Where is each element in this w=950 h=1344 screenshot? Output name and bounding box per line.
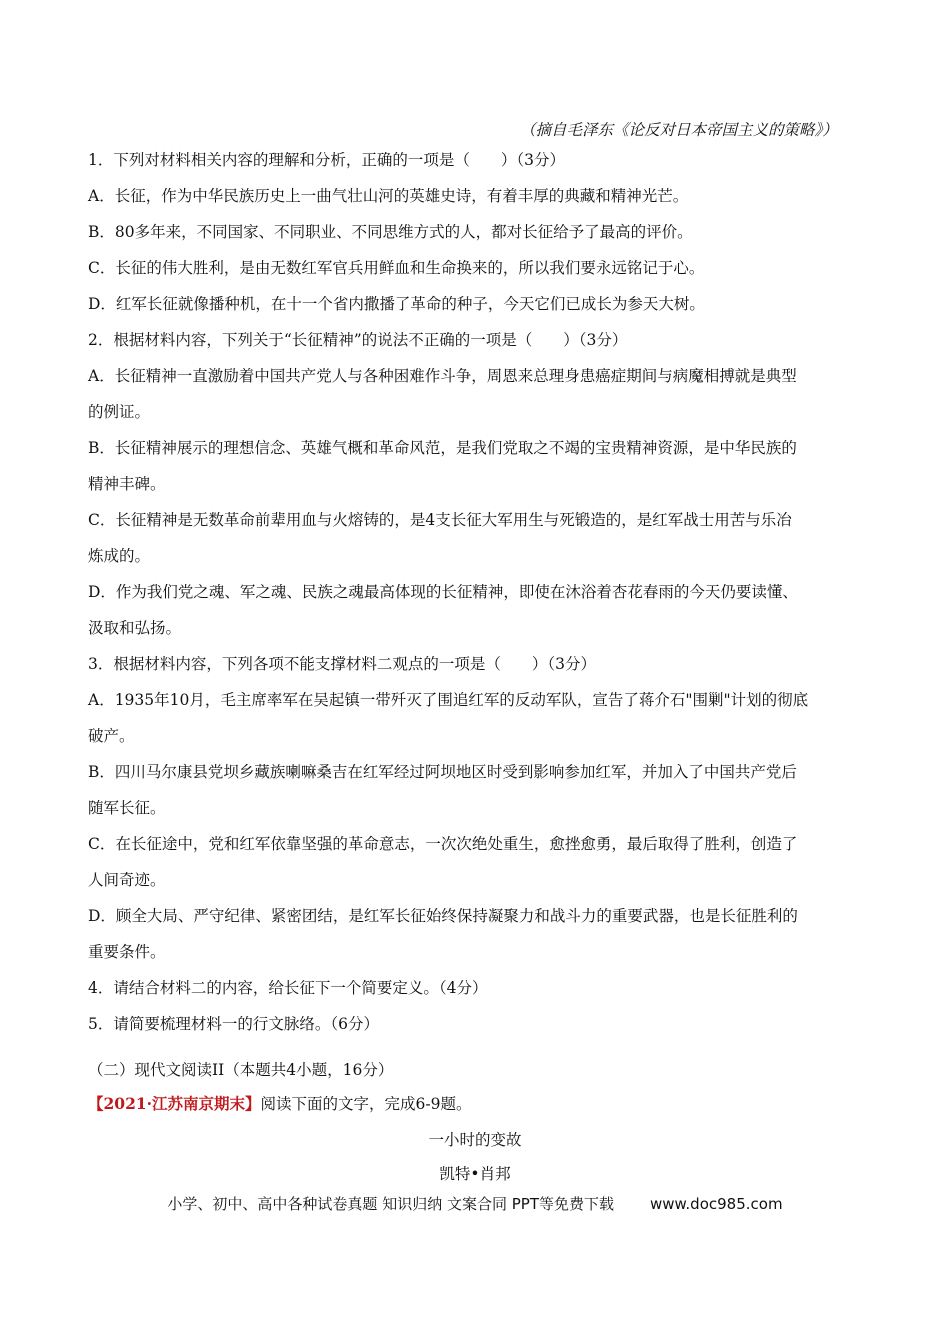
exam-heading [88, 1094, 472, 1114]
text-line: D．顾全大局、严守纪律、紧密团结，是红军长征始终保持凝聚力和战斗力的重要武器，也是长征胜利的 [88, 907, 798, 925]
text-line: 炼成的。 [88, 547, 151, 565]
text-line: B．长征精神展示的理想信念、英雄气概和革命风范，是我们党取之不竭的宝贵精神资源，是中华民族的 [88, 439, 797, 457]
footer [0, 1193, 950, 1214]
exam-instruction: 阅读下面的文字，完成6-9题。 [260, 1095, 472, 1113]
story-author: 凯特•肖邦 [439, 1165, 511, 1183]
text-line: D．作为我们党之魂、军之魂、民族之魂最高体现的长征精神，即使在沐浴着杏花春雨的今天仍要读懂、 [88, 583, 798, 601]
text-line: B．四川马尔康县党坝乡藏族喇嘛桑吉在红军经过阿坝地区时受到影响参加红军，并加入了中国共产党后 [88, 763, 797, 781]
text-line: A．1935年10月，毛主席率军在吴起镇一带歼灭了围追红军的反动军队，宣告了蒋介石"围剿"计划的彻底 [88, 691, 809, 709]
text-line: 汲取和弘扬。 [88, 619, 182, 637]
text-line: C．长征精神是无数革命前辈用血与火熔铸的，是4支长征大军用生与死锻造的，是红军战士用苦与乐冶 [88, 511, 792, 529]
text-line: 重要条件。 [88, 943, 166, 961]
text-line: D．红军长征就像播种机，在十一个省内撒播了革命的种子，今天它们已成长为参天大树。 [88, 295, 705, 313]
footer-text: 小学、初中、高中各种试卷真题 知识归纳 文案合同 PPT等免费下载 [167, 1195, 614, 1213]
text-line: C．在长征途中，党和红军依靠坚强的革命意志，一次次绝处重生，愈挫愈勇，最后取得了胜利，创造了 [88, 835, 798, 853]
text-line: 1．下列对材料相关内容的理解和分析，正确的一项是（ ）（3分） [88, 151, 565, 169]
text-line: （二）现代文阅读II（本题共4小题，16分） [88, 1061, 394, 1079]
source-citation: （摘自毛泽东《论反对日本帝国主义的策略》） [520, 121, 838, 139]
text-line: 的例证。 [88, 403, 151, 421]
text-line: 2．根据材料内容，下列关于“长征精神”的说法不正确的一项是（ ）（3分） [88, 331, 628, 349]
text-line: B．80多年来，不同国家、不同职业、不同思维方式的人，都对长征给予了最高的评价。 [88, 223, 693, 241]
text-line: 3．根据材料内容，下列各项不能支撑材料二观点的一项是（ ）（3分） [88, 655, 596, 673]
text-line: A．长征，作为中华民族历史上一曲气壮山河的英雄史诗，有着丰厚的典藏和精神光芒。 [88, 187, 689, 205]
text-line: 5．请简要梳理材料一的行文脉络。（6分） [88, 1015, 379, 1033]
text-line: 4．请结合材料二的内容，给长征下一个简要定义。（4分） [88, 979, 488, 997]
text-line: 精神丰碑。 [88, 475, 166, 493]
footer-url[interactable]: www.doc985.com [649, 1195, 783, 1213]
story-title: 一小时的变故 [428, 1131, 522, 1149]
text-line: 人间奇迹。 [88, 871, 166, 889]
text-line: A．长征精神一直激励着中国共产党人与各种困难作斗争，周恩来总理身患癌症期间与病魔相搏就是典型 [88, 367, 797, 385]
text-line: C．长征的伟大胜利，是由无数红军官兵用鲜血和生命换来的，所以我们要永远铭记于心。 [88, 259, 705, 277]
text-line: 破产。 [88, 727, 135, 745]
exam-tag: 【2021·江苏南京期末】 [88, 1094, 261, 1113]
text-line: 随军长征。 [88, 799, 166, 817]
